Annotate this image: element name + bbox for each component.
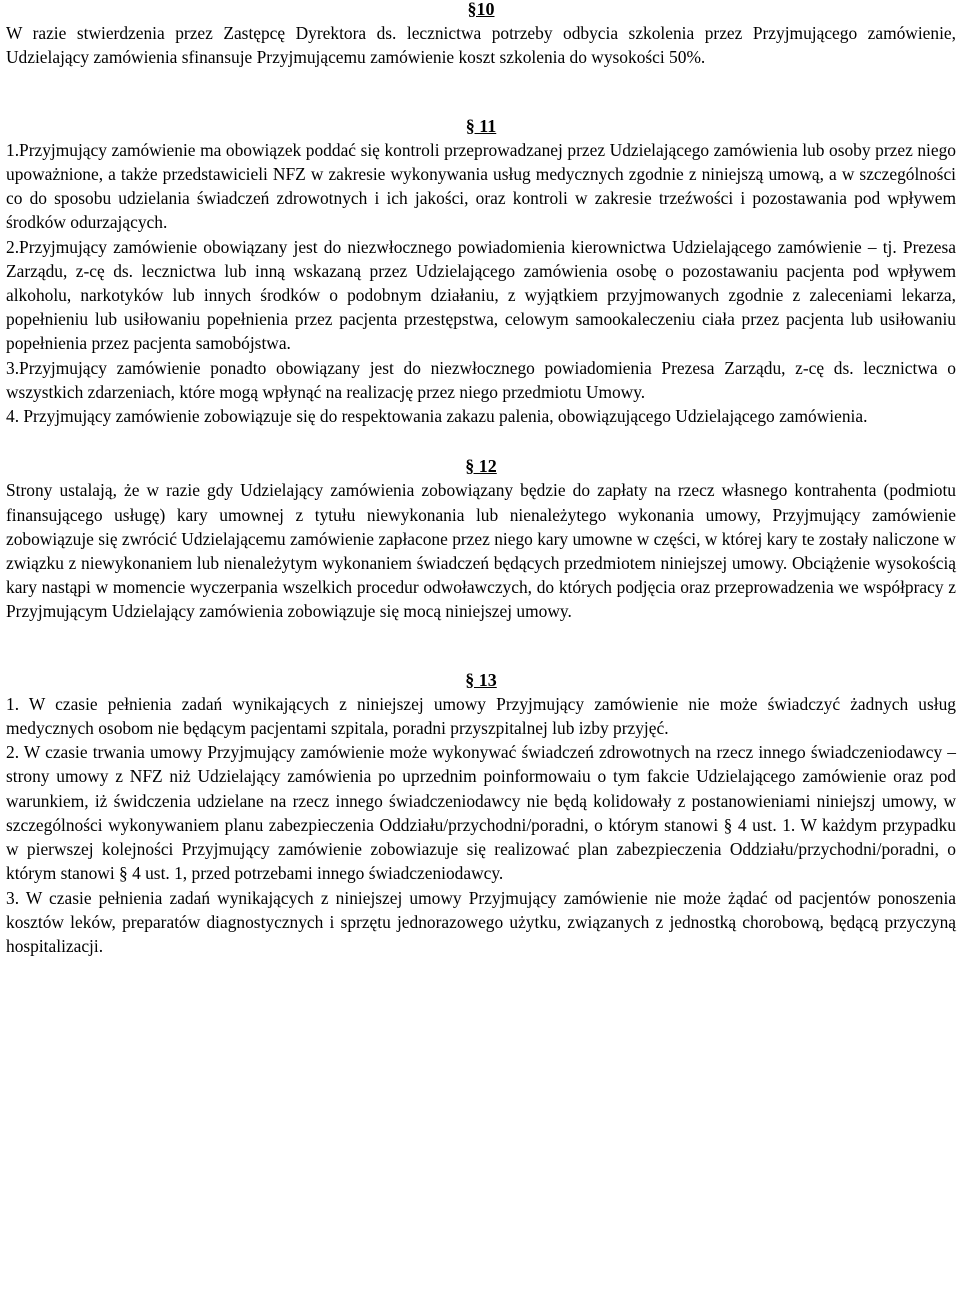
spacer [6, 70, 956, 114]
section-10-paragraph: W razie stwierdzenia przez Zastępcę Dyrektora ds. lecznictwa potrzeby odbycia szkolenia przez Przyjmującego zamówienie, Udzielający zamówienia sfinansuje Przyjmującemu zamówienie koszt szkolenia do wysokości 50%. [6, 23, 956, 68]
section-10-heading: §10 [467, 0, 495, 19]
spacer [6, 428, 956, 454]
section-13-item-3: 3. W czasie pełnienia zadań wynikających z niniejszej umowy Przyjmujący zamówienie nie może żądać od pacjentów ponoszenia kosztów leków, preparatów diagnostycznych i sprzętu jednorazowego użytku, związanych z jednostką chorobową, będącą przyczyną hospitalizacji. [6, 887, 956, 956]
section-11-item-4: 4. Przyjmujący zamówienie zobowiązuje się do respektowania zakazu palenia, obowiązującego Udzielającego zamówienia. [6, 406, 868, 427]
section-13-heading: § 13 [465, 669, 497, 690]
section-11-item-2: 2.Przyjmujący zamówienie obowiązany jest do niezwłocznego powiadomienia kierownictwa Udzielającego zamówienie – tj. Prezesa Zarządu, z-cę ds. lecznictwa lub inną wskazaną przez Udzielającego zamówienia osobę o pozostawaniu pacjenta pod wpływem alkoholu, narkotyków lub innych środków o podobnym działaniu, z wyjątkiem przyjmowanych zgodnie z zaleceniami lekarza, popełnieniu lub usiłowaniu popełnienia przez pacjenta przestępstwa, celowym samookaleczeniu ciała przez pacjenta lub usiłowaniu popełnienia przez pacjenta samobójstwa. [6, 236, 956, 354]
spacer [6, 624, 956, 668]
section-12-heading: § 12 [465, 456, 497, 477]
section-12-paragraph: Strony ustalają, że w razie gdy Udzielający zamówienia zobowiązany będzie do zapłaty na rzecz własnego kontrahenta (podmiotu finansującego usługę) kary umownej z tytułu niewykonania lub nienależytego wykonania umowy, Przyjmujący zamówienie zobowiązuje się zwrócić Udzielającemu zamówienie zapłacone przez niego kary umowne w części, w której kary te zostały naliczone w związku z niewykonaniem lub nienależytym wykonaniem świadczeń będących przedmiotem niniejszej umowy. Obciążenie wysokością kary nastąpi w momencie wyczerpania wszelkich procedur odwoławczych, do których podjęcia oraz przeprowadzenia we współpracy z Przyjmującym Udzielający zamówienia zobowiązuje się mocą niniejszej umowy. [6, 480, 956, 622]
section-11-item-1: 1.Przyjmujący zamówienie ma obowiązek poddać się kontroli przeprowadzanej przez Udzielającego zamówienia lub osoby przez niego upoważnione, a także przedstawicieli NFZ w zakresie wykonywania usług medycznych zgodnie z niniejszą umową, a w szczególności co do sposobu udzielania świadczeń zdrowotnych i ich jakości, oraz kontroli w zakresie trzeźwości i pozostawania pod wpływem środków odurzających. [6, 139, 956, 233]
section-11-heading: § 11 [465, 115, 497, 136]
section-13-item-1: 1. W czasie pełnienia zadań wynikających z niniejszej umowy Przyjmujący zamówienie nie może świadczyć żadnych usług medycznych osobom nie będącym pacjentami szpitala, poradni przyszpitalnej lub izby przyjęć. [6, 693, 956, 739]
section-11-item-3: 3.Przyjmujący zamówienie ponadto obowiązany jest do niezwłocznego powiadomienia Prezesa Zarządu, z-cę ds. lecznictwa o wszystkich zdarzeniach, które mogą wpłynąć na realizację przez niego przedmiotu Umowy. [6, 357, 956, 402]
section-13-item-2: 2. W czasie trwania umowy Przyjmujący zamówienie może wykonywać świadczeń zdrowotnych na rzecz innego świadczeniodawcy – strony umowy z NFZ niż Udzielający zamówienia po uprzednim poinformowaiu o tym fakcie Udzielającego zamówienie oraz pod warunkiem, iż świdczenia udzielane na rzecz innego świadczeniodawcy nie będą kolidowały z postanowieniami niniejszj umowy, w szczególności wykonywaniem planu zabezpieczenia Oddziału/przychodni/poradni, o którym stanowi § 4 ust. 1. W każdym przypadku w pierwszej kolejności Przyjmujący zamówienie zobowiazuje się realizować plan zabezpieczenia Oddziału/przychodni/poradni, o którym stanowi § 4 ust. 1, przed potrzebami innego świadczeniodawcy. [6, 742, 956, 884]
